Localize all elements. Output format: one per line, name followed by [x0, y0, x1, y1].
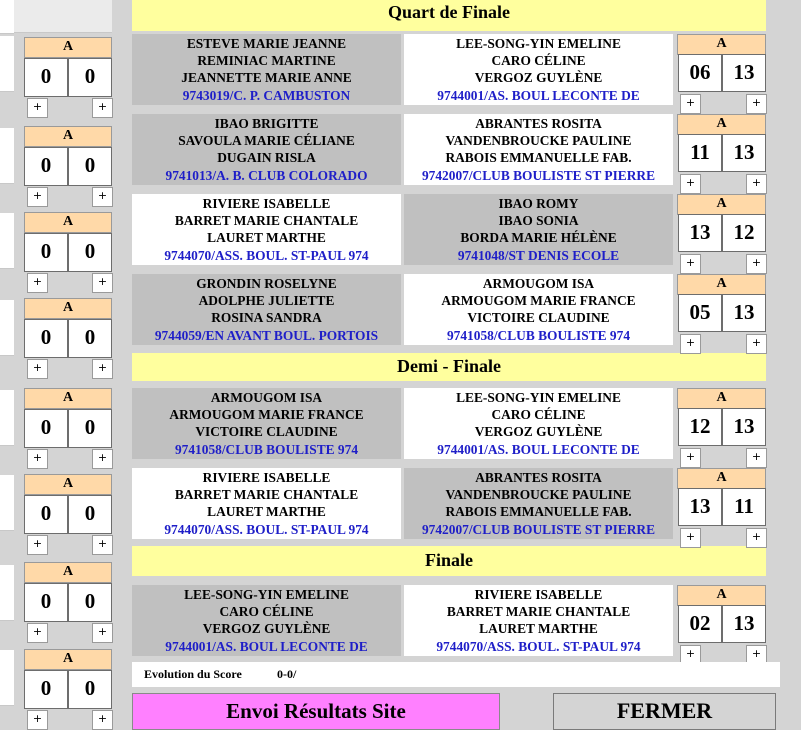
score-field[interactable]: 13 — [722, 294, 766, 332]
team-right-club: 9744001/AS. BOUL LECONTE DE — [404, 441, 673, 459]
score-header: A — [677, 388, 766, 409]
gutter — [112, 0, 132, 728]
player-name: BARRET MARIE CHANTALE — [174, 487, 359, 502]
score-header: A — [677, 468, 766, 489]
left-row-strip — [0, 300, 14, 356]
increment-button[interactable]: + — [746, 94, 767, 114]
player-name: CARO CÉLINE — [491, 407, 586, 422]
team-left-players — [132, 194, 401, 248]
increment-button[interactable]: + — [27, 449, 48, 469]
score-header: A — [677, 114, 766, 135]
team-left-players — [132, 114, 401, 168]
player-name: SAVOULA MARIE CÉLIANE — [178, 133, 355, 148]
player-name: LEE-SONG-YIN EMELINE — [456, 36, 621, 51]
increment-button[interactable]: + — [746, 174, 767, 194]
score-header: A — [677, 585, 766, 606]
player-name: RABOIS EMMANUELLE FAB. — [445, 150, 632, 165]
score-field[interactable]: 11 — [678, 134, 722, 172]
score-field[interactable]: 0 — [24, 233, 68, 272]
score-field[interactable]: 0 — [24, 58, 68, 97]
team-right-club: 9741048/ST DENIS ECOLE — [404, 247, 673, 265]
player-name: LAURET MARTHE — [207, 230, 326, 245]
left-row-strip — [0, 565, 14, 621]
stage-final: Finale — [132, 546, 766, 576]
player-name: ROSINA SANDRA — [211, 310, 322, 325]
increment-button[interactable]: + — [746, 334, 767, 354]
player-name: LEE-SONG-YIN EMELINE — [456, 390, 621, 405]
player-name: VERGOZ GUYLÈNE — [474, 424, 603, 439]
increment-button[interactable]: + — [680, 254, 701, 274]
player-name: RIVIERE ISABELLE — [202, 470, 331, 485]
player-name: ABRANTES ROSITA — [475, 470, 602, 485]
team-left-players — [132, 388, 401, 442]
left-top-panel — [14, 0, 112, 33]
score-field[interactable]: 13 — [722, 605, 766, 643]
score-field[interactable]: 0 — [24, 409, 68, 448]
score-field[interactable]: 05 — [678, 294, 722, 332]
team-left-players — [132, 34, 401, 88]
team-right-club: 9744070/ASS. BOUL. ST-PAUL 974 — [404, 638, 673, 656]
increment-button[interactable]: + — [746, 528, 767, 548]
score-field[interactable]: 0 — [24, 583, 68, 622]
increment-button[interactable]: + — [27, 535, 48, 555]
player-name: VICTOIRE CLAUDINE — [467, 310, 610, 325]
player-name: ABRANTES ROSITA — [475, 116, 602, 131]
close-button[interactable]: FERMER — [553, 693, 776, 730]
increment-button[interactable]: + — [27, 98, 48, 118]
team-left-club: 9744070/ASS. BOUL. ST-PAUL 974 — [132, 521, 401, 539]
score-field[interactable]: 12 — [722, 214, 766, 252]
score-field[interactable]: 13 — [722, 54, 766, 92]
player-name: VICTOIRE CLAUDINE — [195, 424, 338, 439]
score-field[interactable]: 0 — [68, 319, 112, 358]
left-row-strip — [0, 213, 14, 269]
team-right-players — [404, 274, 673, 328]
team-right-players — [404, 468, 673, 522]
player-name: ADOLPHE JULIETTE — [198, 293, 335, 308]
team-left-club: 9744001/AS. BOUL LECONTE DE — [132, 638, 401, 656]
player-name: LEE-SONG-YIN EMELINE — [184, 587, 349, 602]
team-left-club: 9741013/A. B. CLUB COLORADO — [132, 167, 401, 185]
team-right-players — [404, 585, 673, 639]
increment-button[interactable]: + — [92, 449, 113, 469]
score-header: A — [24, 388, 112, 409]
left-row-strip — [0, 36, 14, 92]
increment-button[interactable]: + — [92, 359, 113, 379]
player-name: BARRET MARIE CHANTALE — [174, 213, 359, 228]
player-name: LAURET MARTHE — [479, 621, 598, 636]
player-name: ESTEVE MARIE JEANNE — [186, 36, 347, 51]
increment-button[interactable]: + — [680, 448, 701, 468]
increment-button[interactable]: + — [27, 623, 48, 643]
score-field[interactable]: 13 — [722, 408, 766, 446]
team-left-club: 9741058/CLUB BOULISTE 974 — [132, 441, 401, 459]
score-header: A — [677, 34, 766, 55]
score-field[interactable]: 0 — [24, 670, 68, 709]
team-right-players — [404, 194, 673, 248]
increment-button[interactable]: + — [92, 273, 113, 293]
player-name: ARMOUGOM MARIE FRANCE — [169, 407, 364, 422]
player-name: ARMOUGOM ISA — [210, 390, 323, 405]
player-name: IBAO ROMY — [498, 196, 579, 211]
left-row-strip — [0, 390, 14, 446]
increment-button[interactable]: + — [680, 334, 701, 354]
increment-button[interactable]: + — [27, 359, 48, 379]
increment-button[interactable]: + — [680, 528, 701, 548]
left-row-strip — [0, 475, 14, 531]
increment-button[interactable]: + — [680, 94, 701, 114]
increment-button[interactable]: + — [92, 623, 113, 643]
score-field[interactable]: 0 — [24, 147, 68, 186]
score-field[interactable]: 0 — [68, 233, 112, 272]
evolution-label: Evolution du Score — [132, 662, 280, 687]
score-header: A — [24, 126, 112, 147]
increment-button[interactable]: + — [680, 174, 701, 194]
team-right-players — [404, 34, 673, 88]
score-field[interactable]: 13 — [722, 134, 766, 172]
team-left-club: 9744070/ASS. BOUL. ST-PAUL 974 — [132, 247, 401, 265]
score-field[interactable]: 11 — [722, 488, 766, 526]
score-header: A — [677, 274, 766, 295]
score-field[interactable]: 0 — [68, 147, 112, 186]
score-header: A — [24, 474, 112, 495]
increment-button[interactable]: + — [27, 710, 48, 730]
player-name: IBAO BRIGITTE — [214, 116, 319, 131]
stage-semi-final: Demi - Finale — [132, 353, 766, 381]
player-name: REMINIAC MARTINE — [197, 53, 336, 68]
player-name: RIVIERE ISABELLE — [474, 587, 603, 602]
team-left-players — [132, 274, 401, 328]
player-name: IBAO SONIA — [498, 213, 579, 228]
player-name: VERGOZ GUYLÈNE — [474, 70, 603, 85]
player-name: ARMOUGOM ISA — [482, 276, 595, 291]
left-row-strip — [0, 650, 14, 706]
player-name: CARO CÉLINE — [491, 53, 586, 68]
team-right-players — [404, 114, 673, 168]
score-field[interactable]: 06 — [678, 54, 722, 92]
score-field[interactable]: 0 — [68, 409, 112, 448]
score-field[interactable]: 02 — [678, 605, 722, 643]
score-header: A — [24, 649, 112, 670]
team-right-club: 9742007/CLUB BOULISTE ST PIERRE — [404, 521, 673, 539]
team-left-players — [132, 585, 401, 639]
score-header: A — [24, 298, 112, 319]
increment-button[interactable]: + — [92, 535, 113, 555]
score-field[interactable]: 0 — [68, 583, 112, 622]
stage-quarter-final: Quart de Finale — [132, 0, 766, 31]
player-name: ARMOUGOM MARIE FRANCE — [441, 293, 636, 308]
increment-button[interactable]: + — [92, 187, 113, 207]
score-field[interactable]: 13 — [678, 488, 722, 526]
score-header: A — [677, 194, 766, 215]
score-header: A — [24, 212, 112, 233]
team-left-players — [132, 468, 401, 522]
score-field[interactable]: 12 — [678, 408, 722, 446]
team-left-club: 9743019/C. P. CAMBUSTON — [132, 87, 401, 105]
player-name: CARO CÉLINE — [219, 604, 314, 619]
send-results-button[interactable]: Envoi Résultats Site — [132, 693, 500, 730]
player-name: VANDENBROUCKE PAULINE — [445, 487, 632, 502]
score-header: A — [24, 562, 112, 583]
score-field[interactable]: 0 — [24, 495, 68, 534]
score-field[interactable]: 0 — [68, 495, 112, 534]
score-header: A — [24, 37, 112, 58]
team-left-club: 9744059/EN AVANT BOUL. PORTOIS — [132, 327, 401, 345]
player-name: LAURET MARTHE — [207, 504, 326, 519]
left-row-strip — [0, 0, 14, 34]
score-field[interactable]: 0 — [24, 319, 68, 358]
increment-button[interactable]: + — [27, 273, 48, 293]
evolution-value: 0-0/ — [271, 662, 780, 687]
score-field[interactable]: 13 — [678, 214, 722, 252]
team-right-players — [404, 388, 673, 442]
player-name: RABOIS EMMANUELLE FAB. — [445, 504, 632, 519]
increment-button[interactable]: + — [680, 645, 701, 665]
player-name: GRONDIN ROSELYNE — [196, 276, 337, 291]
increment-button[interactable]: + — [92, 710, 113, 730]
player-name: VANDENBROUCKE PAULINE — [445, 133, 632, 148]
team-right-club: 9744001/AS. BOUL LECONTE DE — [404, 87, 673, 105]
player-name: VERGOZ GUYLÈNE — [202, 621, 331, 636]
increment-button[interactable]: + — [746, 254, 767, 274]
increment-button[interactable]: + — [27, 187, 48, 207]
team-right-club: 9742007/CLUB BOULISTE ST PIERRE — [404, 167, 673, 185]
increment-button[interactable]: + — [746, 448, 767, 468]
player-name: DUGAIN RISLA — [217, 150, 316, 165]
team-right-club: 9741058/CLUB BOULISTE 974 — [404, 327, 673, 345]
increment-button[interactable]: + — [746, 645, 767, 665]
increment-button[interactable]: + — [92, 98, 113, 118]
score-field[interactable]: 0 — [68, 670, 112, 709]
left-row-strip — [0, 128, 14, 184]
player-name: BORDA MARIE HÉLÈNE — [460, 230, 617, 245]
player-name: BARRET MARIE CHANTALE — [446, 604, 631, 619]
score-field[interactable]: 0 — [68, 58, 112, 97]
player-name: RIVIERE ISABELLE — [202, 196, 331, 211]
player-name: JEANNETTE MARIE ANNE — [181, 70, 352, 85]
